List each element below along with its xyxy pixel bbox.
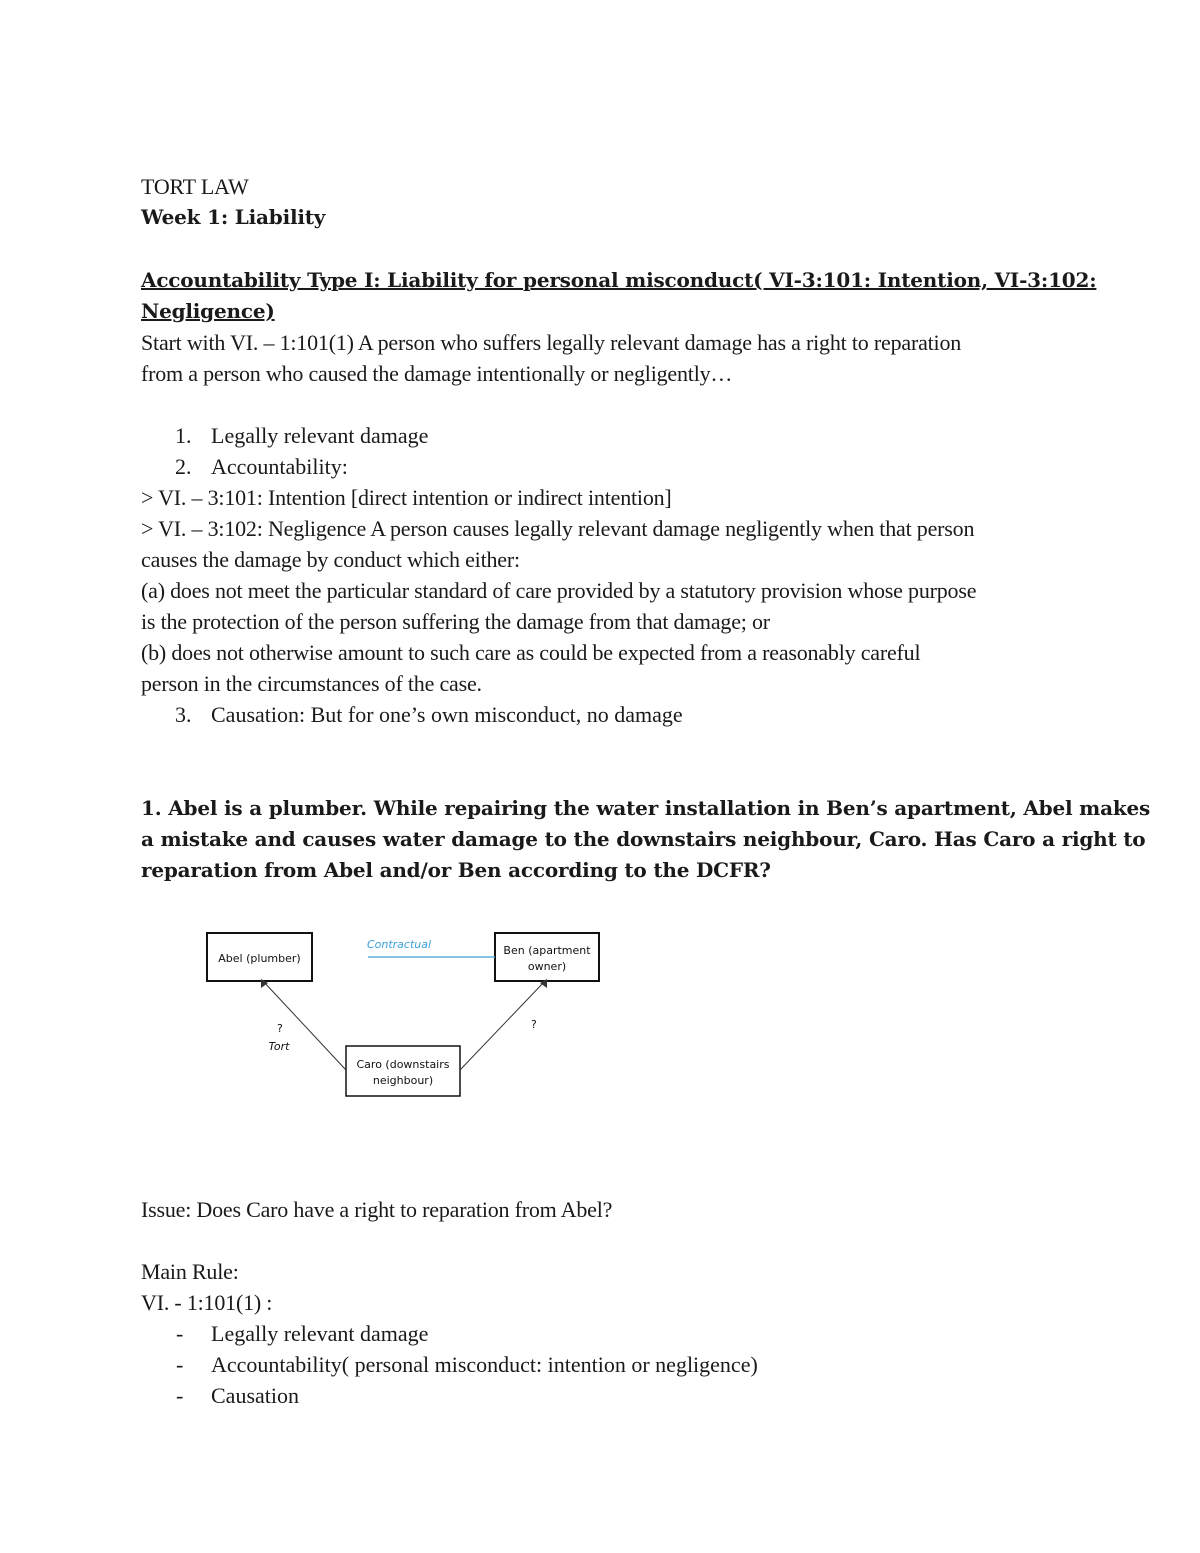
intro-line-2: from a person who caused the damage intentionally or negligently… (141, 361, 733, 386)
question-line-1: 1. Abel is a plumber. While repairing the water installation in Ben’s apartment, Abel makes (141, 796, 1151, 820)
negligence-b-line-2: person in the circumstances of the case. (141, 671, 482, 696)
negligence-a-line-2: is the protection of the person suffering the damage from that damage; or (141, 609, 770, 634)
caro-box (346, 1046, 460, 1096)
ben-label-line-1: Ben (apartment (503, 944, 591, 957)
week-heading: Week 1: Liability (141, 205, 326, 229)
ben-label-line-2: owner) (527, 960, 567, 973)
bullet-causation: Causation (211, 1383, 299, 1408)
caro-label-line-1: Caro (downstairs (356, 1058, 450, 1071)
list-item-legally-relevant-damage: Legally relevant damage (211, 423, 429, 448)
bullet-marker-3: - (176, 1383, 184, 1408)
question-line-3: reparation from Abel and/or Ben according to the DCFR? (141, 858, 771, 882)
ben-box (495, 933, 599, 981)
ben-question-mark: ? (531, 1018, 537, 1031)
rule-reference: VI. - 1:101(1) : (141, 1290, 273, 1315)
list-item-accountability: Accountability: (211, 454, 348, 479)
caro-label-line-2: neighbour) (372, 1074, 434, 1087)
section-heading-line-2: Negligence) (141, 299, 275, 323)
issue-line: Issue: Does Caro have a right to reparation from Abel? (141, 1197, 613, 1222)
section-heading-line-1: Accountability Type I: Liability for personal misconduct( VI-3:101: Intention, VI-3:102: (141, 268, 1097, 292)
negligence-b-line-1: (b) does not otherwise amount to such care as could be expected from a reasonably careful (141, 640, 921, 665)
list-number-3: 3. (175, 702, 192, 727)
bullet-accountability: Accountability( personal misconduct: intention or negligence) (211, 1352, 758, 1377)
bullet-marker-1: - (176, 1321, 184, 1346)
tort-label: Tort (268, 1040, 290, 1053)
relationship-diagram (195, 920, 615, 1110)
list-item-causation: Causation: But for one’s own misconduct, no damage (211, 702, 683, 727)
abel-label: Abel (plumber) (218, 952, 301, 965)
tort-question-mark: ? (277, 1022, 283, 1035)
bullet-legally-relevant-damage: Legally relevant damage (211, 1321, 429, 1346)
negligence-line-2: causes the damage by conduct which either: (141, 547, 520, 572)
list-number-1: 1. (175, 423, 192, 448)
tort-link-arrow (263, 981, 346, 1070)
intention-line: > VI. – 3:101: Intention [direct intention or indirect intention] (141, 485, 672, 510)
negligence-a-line-1: (a) does not meet the particular standard of care provided by a statutory provision whose purpose (141, 578, 977, 603)
document-title: TORT LAW (141, 174, 249, 199)
main-rule-heading: Main Rule: (141, 1259, 239, 1284)
negligence-line-1: > VI. – 3:102: Negligence A person causes legally relevant damage negligently when that person (141, 516, 975, 541)
question-line-2: a mistake and causes water damage to the downstairs neighbour, Caro. Has Caro a right to (141, 827, 1146, 851)
intro-line-1: Start with VI. – 1:101(1) A person who suffers legally relevant damage has a right to reparation (141, 330, 962, 355)
bullet-marker-2: - (176, 1352, 184, 1377)
list-number-2: 2. (175, 454, 192, 479)
contractual-label: Contractual (366, 938, 432, 951)
